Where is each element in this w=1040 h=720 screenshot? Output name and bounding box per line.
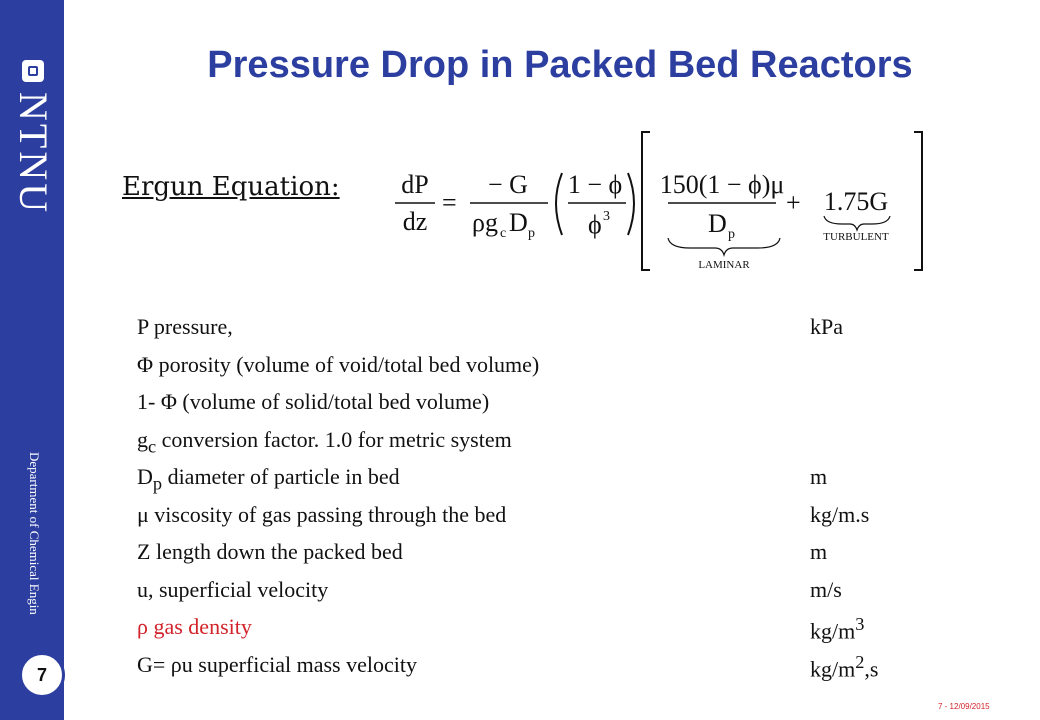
variable-description: ρu superficial mass velocity <box>165 651 417 677</box>
eq-paren-right <box>628 173 634 235</box>
eq-phi-denominator: ϕ <box>588 210 602 239</box>
variable-unit-superscript: 3 <box>855 614 865 634</box>
sidebar <box>0 0 64 720</box>
ntnu-logo-text: NTNU <box>11 92 56 216</box>
eq-g-den-d: D <box>509 208 528 237</box>
eq-equals: = <box>442 188 457 217</box>
variable-row-velocity <box>137 577 917 615</box>
variable-symbol: u, <box>137 576 154 602</box>
variable-symbol: G= <box>137 651 166 677</box>
variable-row-porosity <box>137 352 917 390</box>
eq-bracket-left <box>642 132 650 270</box>
eq-laminar-den-d: D <box>708 209 727 238</box>
eq-plus: + <box>786 188 801 217</box>
ergun-equation <box>390 128 940 278</box>
variable-row-mass-velocity <box>137 652 917 690</box>
eq-phi-numerator: 1 − ϕ <box>567 170 623 199</box>
variable-unit: m <box>810 539 828 564</box>
eq-laminar-den-p: p <box>728 227 735 242</box>
variable-subscript: c <box>148 435 157 456</box>
variable-row-length <box>137 539 917 577</box>
variable-unit: kg/m <box>810 655 856 681</box>
variable-row-viscosity <box>137 502 917 540</box>
variable-symbol: D <box>137 464 153 489</box>
variable-description: superficial velocity <box>153 576 329 602</box>
eq-laminar-underbrace <box>668 238 780 255</box>
slide-footer: 7 - 12/09/2015 <box>938 702 990 711</box>
eq-paren-left <box>556 173 562 235</box>
eq-turbulent-term: 1.75G <box>823 187 889 216</box>
eq-bracket-right <box>914 132 922 270</box>
variable-description: pressure, <box>148 314 233 339</box>
variable-symbol: μ <box>137 501 149 527</box>
variable-list <box>137 314 917 689</box>
variable-symbol: ρ <box>137 614 148 639</box>
variable-symbol: P <box>137 314 149 339</box>
eq-lhs-denominator: dz <box>402 207 428 236</box>
variable-description: length down the packed bed <box>150 539 403 564</box>
variable-symbol: Φ <box>137 351 154 377</box>
variable-row-conversion-factor <box>137 427 917 465</box>
eq-laminar-numerator: 150(1 − ϕ)μ <box>659 170 785 199</box>
variable-row-particle-diameter <box>137 464 917 502</box>
eq-g-den-p: p <box>528 226 535 241</box>
eq-g-den-rho: ρg <box>472 208 498 237</box>
variable-unit: m <box>810 464 828 489</box>
department-label: Department of Chemical Engin <box>27 452 42 615</box>
variable-subscript: p <box>152 473 163 494</box>
ergun-equation-label: Ergun Equation: <box>122 172 340 202</box>
variable-unit: kg/m.s <box>810 501 870 527</box>
variable-row-pressure <box>137 314 917 352</box>
ntnu-logo-icon <box>22 60 44 82</box>
eq-phi-exponent: 3 <box>603 209 610 224</box>
variable-unit-superscript: 2 <box>855 651 865 672</box>
variable-unit: m/s <box>810 576 842 602</box>
variable-row-density <box>137 614 917 652</box>
variable-description: conversion factor. 1.0 for metric system <box>156 426 512 452</box>
variable-description: diameter of particle in bed <box>162 464 400 489</box>
variable-unit: kg/m <box>810 618 856 644</box>
variable-description: (volume of solid/total bed volume) <box>176 389 490 414</box>
variable-symbol: g <box>137 426 148 452</box>
variable-symbol: 1- Φ <box>137 389 177 414</box>
eq-g-den-c: c <box>500 226 507 241</box>
variable-unit-tail: ,s <box>864 655 879 681</box>
variable-description: viscosity of gas passing through the bed <box>148 501 507 527</box>
variable-description: porosity (volume of void/total bed volume) <box>153 351 540 377</box>
page-number-badge: 7 <box>19 652 65 698</box>
variable-unit: kPa <box>810 314 843 339</box>
variable-symbol: Z <box>137 539 151 564</box>
variable-description: gas density <box>147 614 252 639</box>
eq-g-numerator: − G <box>488 170 528 199</box>
eq-laminar-label: LAMINAR <box>698 259 750 271</box>
eq-lhs-numerator: dP <box>401 170 429 199</box>
variable-row-solid-fraction <box>137 389 917 427</box>
eq-turbulent-label: TURBULENT <box>823 231 889 243</box>
eq-turbulent-underbrace <box>824 216 890 230</box>
slide-title: Pressure Drop in Packed Bed Reactors <box>207 44 913 86</box>
